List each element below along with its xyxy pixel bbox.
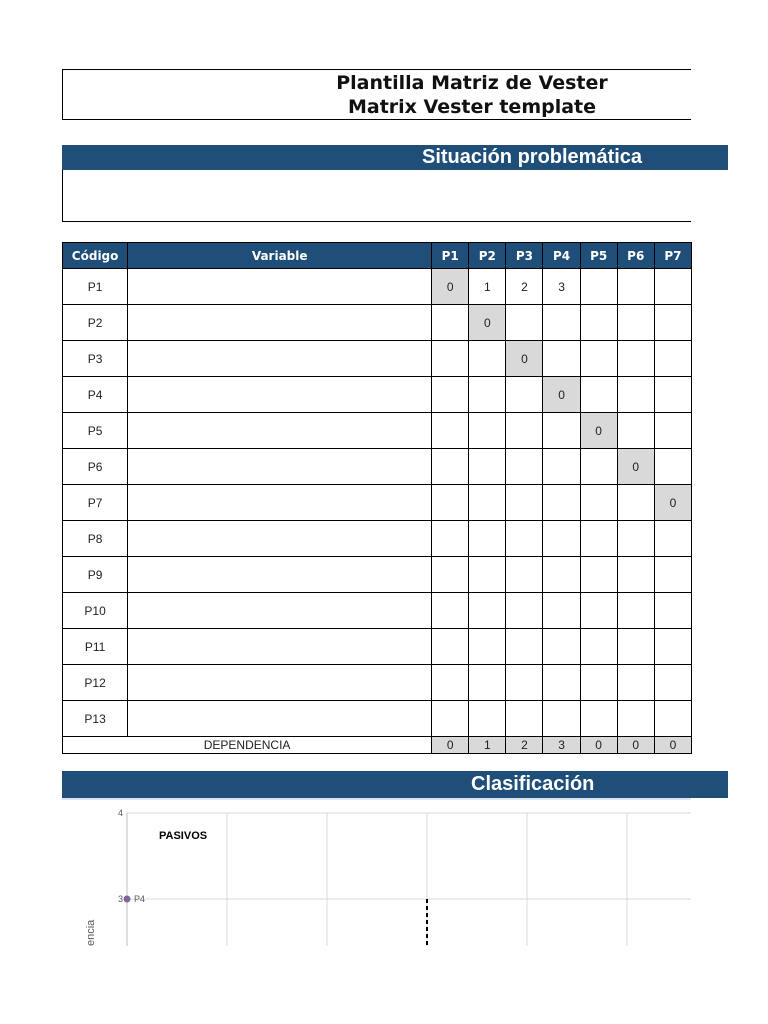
matrix-cell[interactable] xyxy=(506,521,543,557)
matrix-cell[interactable]: 0 xyxy=(580,413,617,449)
matrix-cell[interactable] xyxy=(617,629,654,665)
row-variable-cell[interactable] xyxy=(128,377,432,413)
matrix-cell[interactable] xyxy=(580,341,617,377)
row-variable-cell[interactable] xyxy=(128,341,432,377)
matrix-cell[interactable] xyxy=(506,629,543,665)
matrix-cell[interactable] xyxy=(654,593,691,629)
matrix-cell[interactable]: 0 xyxy=(432,269,469,305)
matrix-cell[interactable] xyxy=(543,701,580,737)
header-col-p3: P3 xyxy=(506,243,543,269)
matrix-cell[interactable] xyxy=(617,377,654,413)
dependencia-value: 0 xyxy=(617,737,654,754)
matrix-cell[interactable] xyxy=(432,701,469,737)
matrix-cell[interactable] xyxy=(580,629,617,665)
matrix-cell[interactable]: 2 xyxy=(506,269,543,305)
matrix-row xyxy=(63,557,692,593)
matrix-row xyxy=(63,629,692,665)
matrix-row xyxy=(63,449,692,485)
classification-chart xyxy=(62,798,691,946)
matrix-cell[interactable] xyxy=(506,701,543,737)
matrix-cell[interactable] xyxy=(432,377,469,413)
vester-matrix xyxy=(62,242,692,754)
matrix-cell[interactable] xyxy=(432,665,469,701)
matrix-cell[interactable] xyxy=(617,305,654,341)
matrix-cell[interactable] xyxy=(580,449,617,485)
matrix-cell[interactable] xyxy=(580,701,617,737)
document-title xyxy=(62,69,691,120)
row-code: P7 xyxy=(63,485,128,521)
matrix-cell[interactable] xyxy=(432,305,469,341)
row-code: P11 xyxy=(63,629,128,665)
matrix-cell[interactable] xyxy=(506,485,543,521)
matrix-cell[interactable] xyxy=(617,485,654,521)
situation-header xyxy=(62,145,728,170)
classification-heading: Clasificación xyxy=(471,773,595,795)
dependencia-value: 2 xyxy=(506,737,543,754)
matrix-cell[interactable] xyxy=(580,665,617,701)
row-variable-cell[interactable] xyxy=(128,449,432,485)
matrix-cell[interactable] xyxy=(506,449,543,485)
matrix-row xyxy=(63,269,692,305)
matrix-cell[interactable]: 1 xyxy=(469,269,506,305)
dependencia-row xyxy=(63,737,692,754)
matrix-cell[interactable] xyxy=(654,377,691,413)
matrix-cell[interactable]: 3 xyxy=(543,269,580,305)
row-code: P9 xyxy=(63,557,128,593)
row-variable-cell[interactable] xyxy=(128,701,432,737)
matrix-row xyxy=(63,413,692,449)
matrix-cell[interactable]: 0 xyxy=(617,449,654,485)
y-tick-label: 4 xyxy=(117,808,123,818)
matrix-cell[interactable] xyxy=(654,449,691,485)
matrix-cell[interactable] xyxy=(469,557,506,593)
matrix-cell[interactable] xyxy=(543,413,580,449)
matrix-row xyxy=(63,593,692,629)
matrix-cell[interactable] xyxy=(617,665,654,701)
matrix-cell[interactable] xyxy=(506,305,543,341)
matrix-cell[interactable] xyxy=(543,341,580,377)
matrix-row xyxy=(63,377,692,413)
matrix-row xyxy=(63,665,692,701)
matrix-cell[interactable] xyxy=(469,701,506,737)
matrix-cell[interactable]: 0 xyxy=(543,377,580,413)
situation-heading: Situación problemática xyxy=(422,146,643,168)
matrix-cell[interactable] xyxy=(617,521,654,557)
data-point-label: P4 xyxy=(134,894,146,904)
matrix-cell[interactable] xyxy=(654,701,691,737)
matrix-cell[interactable] xyxy=(469,413,506,449)
matrix-cell[interactable] xyxy=(543,305,580,341)
matrix-header-row xyxy=(63,243,692,269)
dependencia-value: 0 xyxy=(580,737,617,754)
matrix-cell[interactable] xyxy=(432,413,469,449)
row-variable-cell[interactable] xyxy=(128,593,432,629)
matrix-cell[interactable] xyxy=(506,413,543,449)
matrix-cell[interactable] xyxy=(543,485,580,521)
matrix-cell[interactable] xyxy=(469,485,506,521)
matrix-cell[interactable]: 0 xyxy=(654,485,691,521)
matrix-cell[interactable]: 0 xyxy=(506,341,543,377)
row-variable-cell[interactable] xyxy=(128,485,432,521)
row-code: P10 xyxy=(63,593,128,629)
matrix-cell[interactable] xyxy=(543,593,580,629)
matrix-cell[interactable] xyxy=(617,341,654,377)
row-variable-cell[interactable] xyxy=(128,269,432,305)
header-col-p7: P7 xyxy=(654,243,691,269)
row-variable-cell[interactable] xyxy=(128,521,432,557)
matrix-row xyxy=(63,701,692,737)
matrix-cell[interactable] xyxy=(654,665,691,701)
row-variable-cell[interactable] xyxy=(128,413,432,449)
matrix-cell[interactable] xyxy=(432,557,469,593)
matrix-cell[interactable] xyxy=(543,521,580,557)
matrix-cell[interactable] xyxy=(506,557,543,593)
matrix-cell[interactable] xyxy=(654,341,691,377)
matrix-cell[interactable] xyxy=(469,521,506,557)
header-col-p2: P2 xyxy=(469,243,506,269)
matrix-cell[interactable] xyxy=(654,305,691,341)
matrix-cell[interactable] xyxy=(654,629,691,665)
matrix-cell[interactable]: 0 xyxy=(469,305,506,341)
header-codigo: Código xyxy=(63,243,128,269)
dependencia-value: 0 xyxy=(432,737,469,754)
row-code: P13 xyxy=(63,701,128,737)
situation-textbox[interactable] xyxy=(62,170,691,222)
row-variable-cell[interactable] xyxy=(128,305,432,341)
row-code: P12 xyxy=(63,665,128,701)
dependencia-value: 0 xyxy=(654,737,691,754)
quadrant-label-pasivos: PASIVOS xyxy=(159,830,208,842)
header-col-p5: P5 xyxy=(580,243,617,269)
matrix-cell[interactable] xyxy=(654,521,691,557)
matrix-cell[interactable] xyxy=(469,341,506,377)
data-point-p4 xyxy=(124,896,131,903)
row-code: P1 xyxy=(63,269,128,305)
matrix-cell[interactable] xyxy=(432,341,469,377)
matrix-row xyxy=(63,341,692,377)
matrix-cell[interactable] xyxy=(580,269,617,305)
matrix-cell[interactable] xyxy=(506,665,543,701)
matrix-row xyxy=(63,305,692,341)
matrix-cell[interactable] xyxy=(469,593,506,629)
matrix-cell[interactable] xyxy=(469,449,506,485)
matrix-cell[interactable] xyxy=(432,593,469,629)
matrix-cell[interactable] xyxy=(617,557,654,593)
matrix-cell[interactable] xyxy=(543,629,580,665)
matrix-cell[interactable] xyxy=(506,593,543,629)
matrix-cell[interactable] xyxy=(543,449,580,485)
matrix-cell[interactable] xyxy=(432,521,469,557)
matrix-row xyxy=(63,485,692,521)
row-variable-cell[interactable] xyxy=(128,557,432,593)
matrix-cell[interactable] xyxy=(580,557,617,593)
row-variable-cell[interactable] xyxy=(128,629,432,665)
classification-header xyxy=(62,771,728,798)
matrix-cell[interactable] xyxy=(654,557,691,593)
dependencia-value: 1 xyxy=(469,737,506,754)
matrix-cell[interactable] xyxy=(617,413,654,449)
matrix-cell[interactable] xyxy=(580,521,617,557)
row-code: P5 xyxy=(63,413,128,449)
matrix-cell[interactable] xyxy=(580,593,617,629)
matrix-cell[interactable] xyxy=(469,629,506,665)
row-code: P3 xyxy=(63,341,128,377)
matrix-cell[interactable] xyxy=(654,413,691,449)
row-code: P6 xyxy=(63,449,128,485)
y-axis-title: encia xyxy=(85,919,97,946)
matrix-cell[interactable] xyxy=(432,629,469,665)
matrix-cell[interactable] xyxy=(543,557,580,593)
matrix-cell[interactable] xyxy=(580,377,617,413)
header-variable: Variable xyxy=(128,243,432,269)
header-col-p4: P4 xyxy=(543,243,580,269)
dependencia-label: DEPENDENCIA xyxy=(63,737,432,754)
matrix-cell[interactable] xyxy=(506,377,543,413)
y-tick-label: 3 xyxy=(117,894,123,904)
dependencia-value: 3 xyxy=(543,737,580,754)
matrix-cell[interactable] xyxy=(432,485,469,521)
matrix-cell[interactable] xyxy=(617,593,654,629)
header-col-p6: P6 xyxy=(617,243,654,269)
title-spanish: Plantilla Matriz de Vester xyxy=(336,72,608,94)
matrix-row xyxy=(63,521,692,557)
row-code: P4 xyxy=(63,377,128,413)
chart-svg xyxy=(62,798,691,946)
title-english: Matrix Vester template xyxy=(347,96,597,118)
matrix-cell[interactable] xyxy=(469,377,506,413)
header-col-p1: P1 xyxy=(432,243,469,269)
matrix-cell[interactable] xyxy=(580,485,617,521)
matrix-cell[interactable] xyxy=(580,305,617,341)
matrix-cell[interactable] xyxy=(469,665,506,701)
matrix-cell[interactable] xyxy=(654,269,691,305)
matrix-cell[interactable] xyxy=(543,665,580,701)
matrix-cell[interactable] xyxy=(617,701,654,737)
matrix-cell[interactable] xyxy=(617,269,654,305)
matrix-cell[interactable] xyxy=(432,449,469,485)
row-variable-cell[interactable] xyxy=(128,665,432,701)
row-code: P2 xyxy=(63,305,128,341)
row-code: P8 xyxy=(63,521,128,557)
